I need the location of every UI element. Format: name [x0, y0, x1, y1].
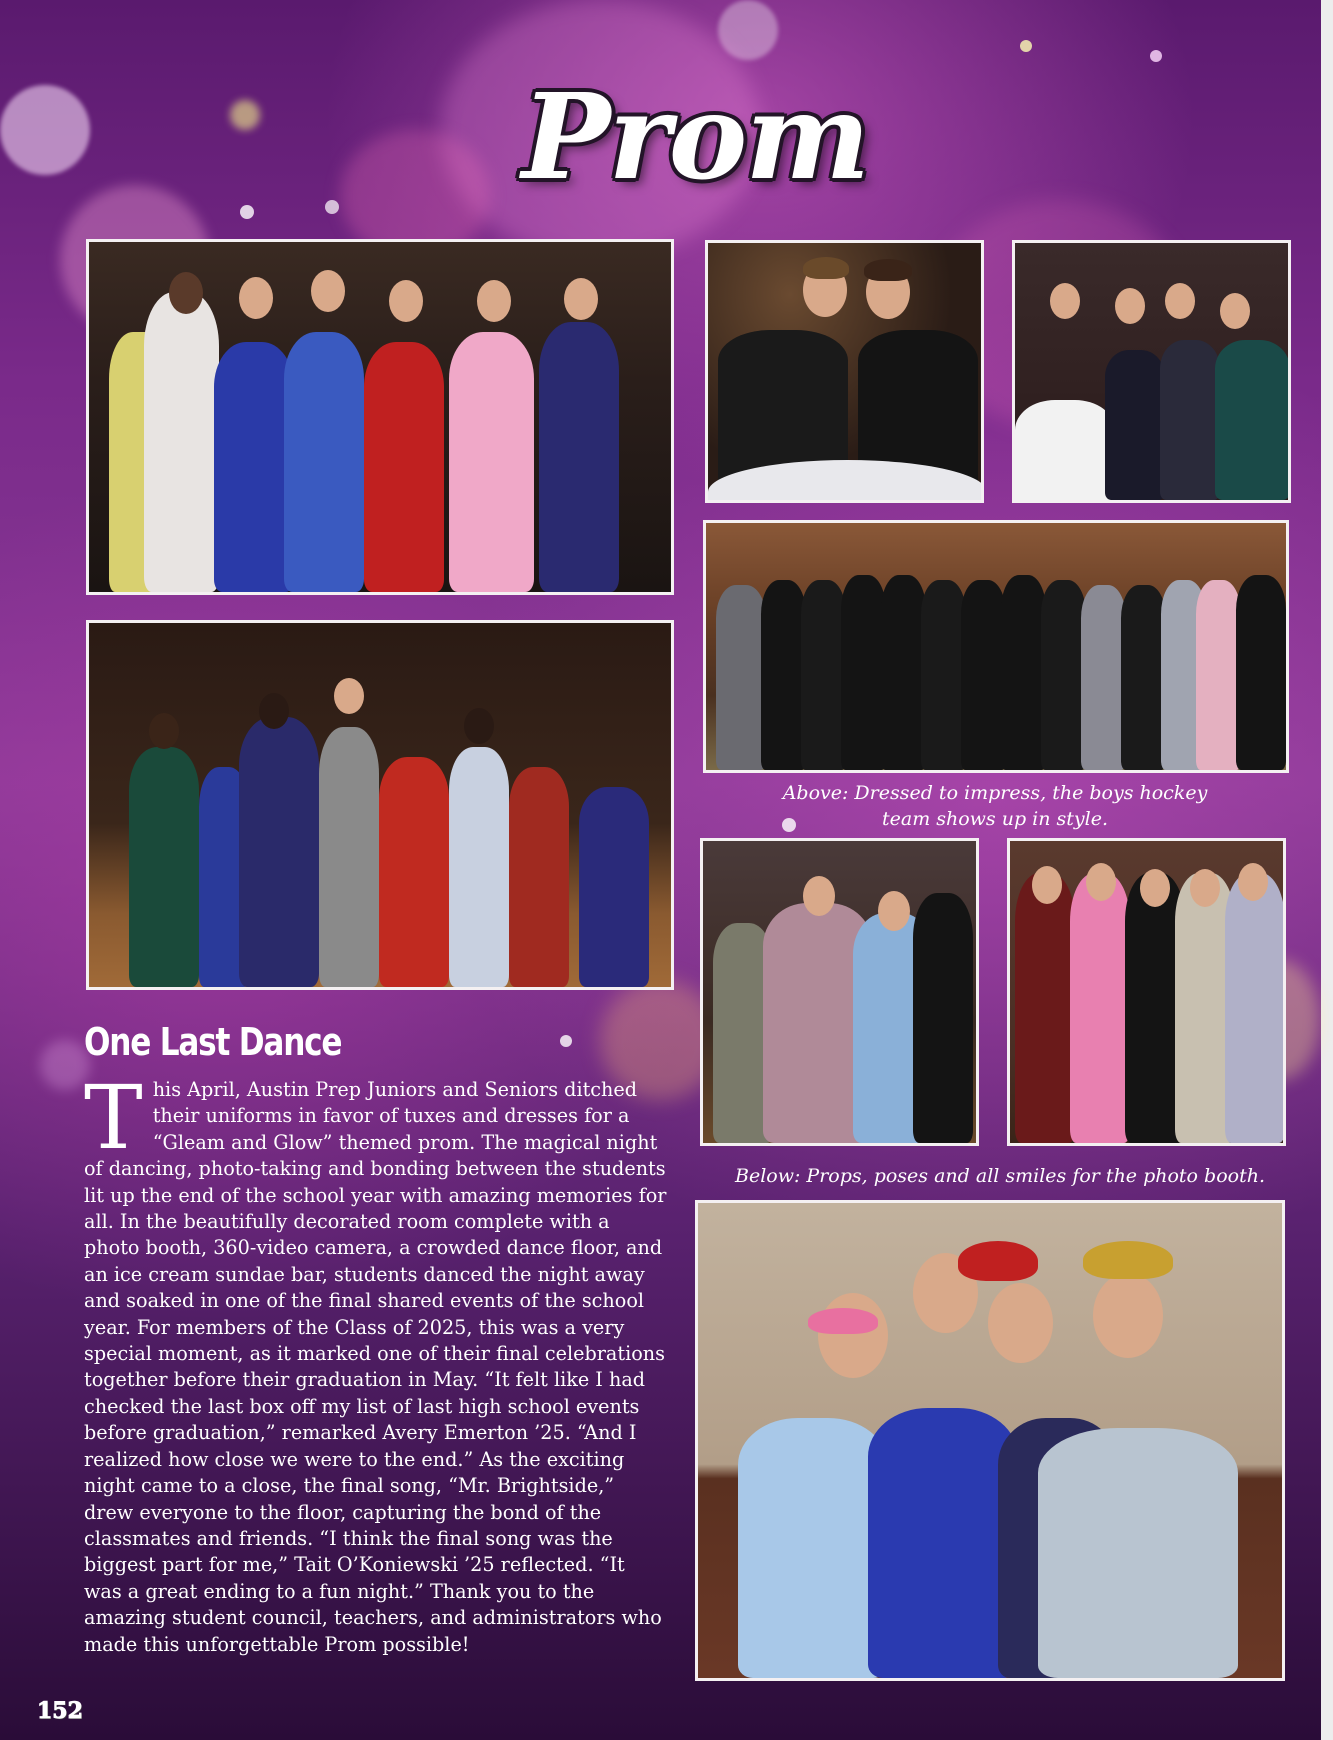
- bokeh-light: [240, 205, 254, 219]
- article-heading: One Last Dance: [84, 1020, 342, 1064]
- drop-cap: T: [84, 1066, 143, 1169]
- photo-two-boys: [705, 240, 984, 503]
- photo-girls-table: [1012, 240, 1291, 503]
- bokeh-light: [40, 1040, 90, 1090]
- photo-booth: [695, 1200, 1285, 1681]
- article-body-text: his April, Austin Prep Juniors and Seniors ditched their uniforms in favor of tuxes and dresses for a “Gleam and Glow” themed prom. The magical night of dancing, photo-taking and bonding between the students lit up the end of the school year with amazing memories for all. In the beautifully decorated room complete with a photo booth, 360-video camera, a crowded dance floor, and an ice cream sundae bar, students danced the night away and soaked in one of the final shared events of the school year. For members of the Class of 2025, this was a very special moment, as it marked one of their final celebrations together before their graduation in May. “It felt like I had checked the last box off my list of last high school events before graduation,” remarked Avery Emerton ’25. “And I realized how close we were to the end.” As the exciting night came to a close, the final song, “Mr. Brightside,” drew everyone to the floor, capturing the bond of the classmates and friends. “I think the final song was the biggest part for me,” Tait O’Koniewski ’25 reflected. “It was a great ending to a fun night.” Thank you to the amazing student council, teachers, and administrators who made this unforgettable Prom possible!: [84, 1078, 667, 1656]
- page-title: Prom: [521, 67, 869, 206]
- caption-hockey-team: Above: Dressed to impress, the boys hockey team shows up in style.: [782, 782, 1208, 830]
- caption-photo-booth: Below: Props, poses and all smiles for the photo booth.: [734, 1165, 1265, 1187]
- bokeh-light: [1150, 50, 1162, 62]
- page-number: 152: [37, 1698, 83, 1724]
- bokeh-light: [325, 200, 339, 214]
- bokeh-light: [0, 85, 90, 175]
- photo-dance-floor: [86, 620, 674, 990]
- photo-hockey-team: [703, 520, 1289, 773]
- bokeh-light: [1020, 40, 1032, 52]
- page-edge: [1321, 0, 1333, 1740]
- photo-five-girls: [1007, 838, 1286, 1146]
- article-body: [84, 1066, 668, 1658]
- bokeh-light: [560, 1035, 572, 1047]
- photo-two-girls: [700, 838, 979, 1146]
- bokeh-light: [718, 0, 778, 60]
- bokeh-light: [230, 100, 260, 130]
- photo-girls-group: [86, 239, 674, 595]
